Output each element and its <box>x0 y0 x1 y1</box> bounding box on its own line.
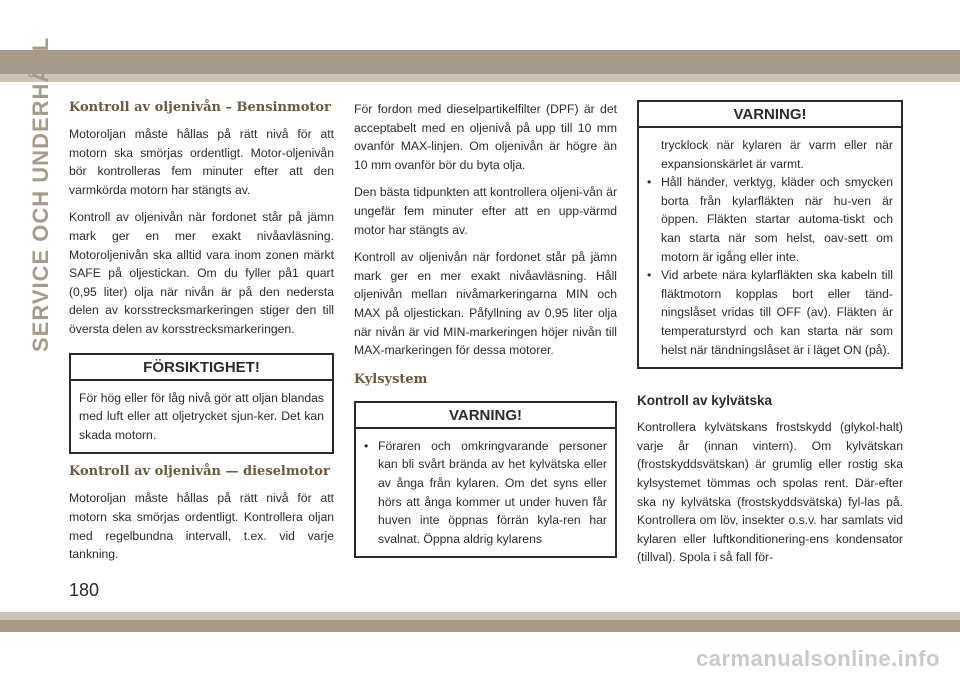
caution-box <box>69 353 334 455</box>
warning-item: • Håll händer, verktyg, kläder och smycken borta från kylarfläkten när hu-ven är öppen. Fläkten startar automa-tiskt och kan starta när som helst, oav-sett om motorn är igång eller inte. <box>647 173 893 266</box>
column-1 <box>69 100 334 573</box>
warning-title: VARNING! <box>639 102 901 128</box>
page-number: 180 <box>69 580 100 600</box>
heading-oil-diesel: Kontroll av oljenivån — dieselmotor <box>69 464 330 480</box>
watermark: carmanualsonline.info <box>696 646 940 671</box>
column-3 <box>637 100 903 576</box>
heading-coolant-check: Kontroll av kylvätska <box>637 393 773 409</box>
warning-box <box>354 401 617 559</box>
warning-item-continued: trycklock när kylaren är varm eller när expansionskärlet är varmt. <box>661 138 893 171</box>
column-2 <box>354 100 617 568</box>
warning-box-continued <box>637 100 903 369</box>
warning-item: • Föraren och omkringvarande personer kan bli svårt brända av het kylvätska eller av ånga från kylaren. Om det syns eller hörs att ånga kommer ut under huven får huven inte öppnas förrän kyla-ren har svalnat. Öppna aldrig kylarens <box>364 437 607 549</box>
paragraph: För fordon med dieselpartikelfilter (DPF) är det acceptabelt med en oljenivå på upp till 10 mm ovanför MAX-linjen. Om oljenivån är högre än 10 mm ovanför bör du byta olja. <box>354 102 617 172</box>
top-band-light <box>0 74 960 82</box>
warning-body <box>639 128 901 367</box>
caution-text: För hög eller för låg nivå gör att oljan blandas med luft eller att oljetrycket sjun-ker. Det kan skada motorn. <box>79 390 324 442</box>
heading-oil-petrol: Kontroll av oljenivån – Bensinmotor <box>69 100 331 115</box>
paragraph: Motoroljan måste hållas på rätt nivå för att motorn ska smörjas ordentligt. Motor-oljenivån bör kontrolleras fem minuter efter att den varmkörda motorn har stängts av. <box>69 127 334 197</box>
bottom-band <box>0 620 960 632</box>
paragraph: Den bästa tidpunkten att kontrollera oljeni-vån är ungefär fem minuter efter att en upp-värmd motor har stängts av. <box>354 185 617 237</box>
paragraph: Motoroljan måste hållas på rätt nivå för att motorn ska smörjas ordentligt. Kontrollera oljan med regelbundna intervall, t.ex. vid varje tankning. <box>69 491 334 562</box>
top-band <box>0 50 960 74</box>
heading-cooling-system: Kylsystem <box>354 371 428 387</box>
paragraph: Kontrollera kylvätskans frostskydd (glykol-halt) varje år (innan vintern). Om kylvätskan (frostskyddsvätskan) är grumlig eller rostig ska kylsystemet tömmas och spolas rent. Där-efter ska ny kylvätska (frostskyddsvätska) fyl-las på. Kontrollera om löv, insekter o.s.v. har samlats vid kylaren eller luftkonditionering-ens kondensator (tillval). Spola i så fall för- <box>637 420 903 565</box>
warning-title: VARNING! <box>356 403 615 429</box>
section-tab-label: SERVICE OCH UNDERHÅLL <box>28 36 53 352</box>
warning-item: • Vid arbete nära kylarfläkten ska kabeln till fläktmotorn kopplas bort eller tänd-ningslåset vridas till OFF (av). Fläkten är temperaturstyrd och kan starta när som helst när tändningslåset är i läget ON (på). <box>647 266 893 359</box>
paragraph: Kontroll av oljenivån när fordonet står på jämn mark ger en mer exakt nivåavläsning. Håll oljenivån mellan nivåmarkeringarna MIN och MAX på oljestickan. Påfyllning av 0,95 liter olja när nivån är vid MIN-markeringen höjer nivån till MAX-markeringen för dessa motorer. <box>354 250 617 358</box>
caution-title: FÖRSIKTIGHET! <box>71 355 332 381</box>
warning-body <box>356 429 615 557</box>
bottom-band-light <box>0 612 960 620</box>
paragraph: Kontroll av oljenivån när fordonet står på jämn mark ger en mer exakt nivåavläsning. Motoroljenivån ska alltid vara inom zonen märkt SAFE på oljestickan. Om du fyller på1 quart (0,95 liter) olja när nivån är på den nedersta delen av korsstrecksmarkeringen stiger den till översta delen av korsstrecksmarkeringen. <box>69 210 334 336</box>
